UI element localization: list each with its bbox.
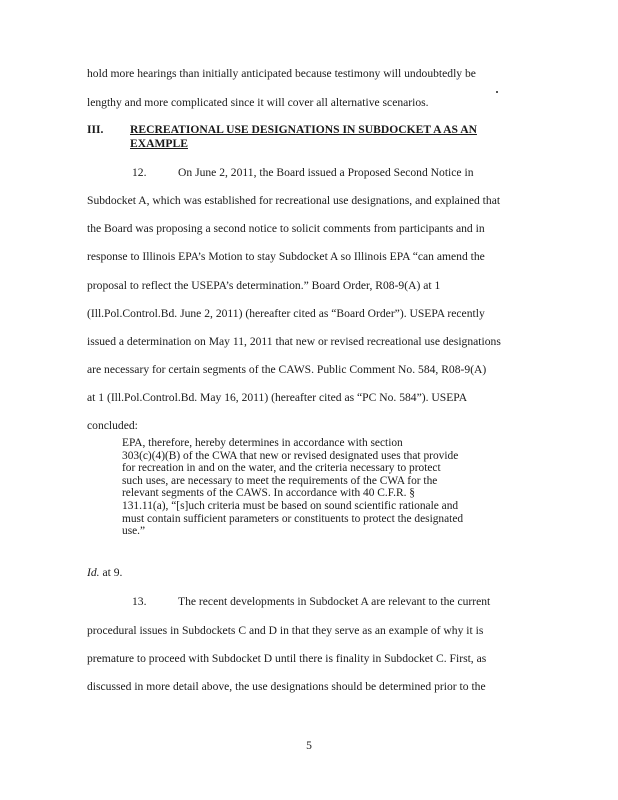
citation-rest: at 9.	[99, 566, 123, 579]
section-title	[130, 123, 530, 151]
paragraph-12-line: concluded:	[87, 419, 138, 432]
paragraph-12-line: are necessary for certain segments of the CAWS. Public Comment No. 584, R08-9(A)	[87, 363, 487, 376]
paragraph-13-first-line	[132, 595, 490, 609]
section-number: III.	[87, 123, 104, 136]
paragraph-13-line: procedural issues in Subdockets C and D in that they serve as an example of why it is	[87, 624, 484, 637]
section-title-line-1: RECREATIONAL USE DESIGNATIONS IN SUBDOCKET A AS AN	[130, 123, 477, 136]
quote-line: must contain sufficient parameters or constituents to protect the designated	[122, 512, 464, 525]
paragraph-12-first-line	[132, 166, 474, 180]
quote-line: relevant segments of the CAWS. In accordance with 40 C.F.R. §	[122, 487, 415, 500]
paragraph-13-line: discussed in more detail above, the use designations should be determined prior to the	[87, 680, 486, 693]
scan-speck	[496, 91, 498, 93]
quote-line: 303(c)(4)(B) of the CWA that new or revised designated uses that provide	[122, 449, 459, 462]
paragraph-13-line: premature to proceed with Subdocket D until there is finality in Subdocket C. First, as	[87, 652, 487, 665]
page-number: 5	[306, 739, 312, 752]
paragraph-12-line: response to Illinois EPA’s Motion to stay Subdocket A so Illinois EPA “can amend the	[87, 250, 485, 263]
section-title-line-2: EXAMPLE	[130, 137, 188, 150]
paragraph-12-line: proposal to reflect the USEPA’s determination.” Board Order, R08-9(A) at 1	[87, 279, 441, 292]
paragraph-12-number: 12.	[132, 166, 147, 179]
paragraph-12-line: the Board was proposing a second notice to solicit comments from participants and in	[87, 222, 485, 235]
quote-line: use.”	[122, 525, 146, 538]
paragraph-12-line: (Ill.Pol.Control.Bd. June 2, 2011) (hereafter cited as “Board Order”). USEPA recently	[87, 307, 485, 320]
paragraph-12-first-text: On June 2, 2011, the Board issued a Proposed Second Notice in	[178, 166, 474, 179]
intro-line-1: hold more hearings than initially anticipated because testimony will undoubtedly be	[87, 67, 476, 80]
quote-line: for recreation in and on the water, and the criteria necessary to protect	[122, 462, 441, 475]
intro-line-2: lengthy and more complicated since it will cover all alternative scenarios.	[87, 96, 429, 109]
quote-line: such uses, are necessary to meet the requirements of the CWA for the	[122, 474, 438, 487]
paragraph-12-line: at 1 (Ill.Pol.Control.Bd. May 16, 2011) (hereafter cited as “PC No. 584”). USEPA	[87, 391, 468, 404]
citation	[87, 566, 122, 580]
paragraph-13-first-text: The recent developments in Subdocket A are relevant to the current	[178, 595, 491, 608]
paragraph-13-number: 13.	[132, 595, 147, 608]
citation-id: Id.	[87, 566, 100, 579]
paragraph-12-line: Subdocket A, which was established for recreational use designations, and explained that	[87, 194, 501, 207]
paragraph-12-line: issued a determination on May 11, 2011 that new or revised recreational use designations	[87, 335, 501, 348]
block-quote	[122, 437, 522, 538]
quote-line: 131.11(a), “[s]uch criteria must be based on sound scientific rationale and	[122, 499, 459, 512]
quote-line: EPA, therefore, hereby determines in accordance with section	[122, 437, 403, 449]
